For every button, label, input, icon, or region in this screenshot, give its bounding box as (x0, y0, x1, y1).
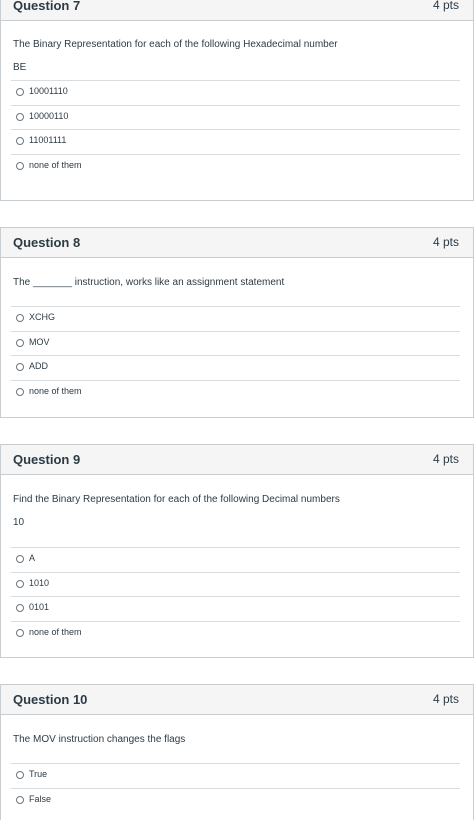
question-card-9 (0, 444, 474, 658)
answer-option[interactable] (11, 763, 460, 788)
radio-button-icon[interactable] (16, 771, 24, 779)
answer-options (11, 763, 460, 812)
question-header (1, 0, 473, 21)
question-prompt: The Binary Representation for each of the following Hexadecimal number (13, 39, 338, 50)
answer-label: XCHG (29, 312, 56, 322)
answer-options (11, 306, 460, 404)
answer-options (11, 80, 460, 178)
radio-button-icon[interactable] (16, 629, 24, 637)
answer-label: none of them (29, 626, 82, 637)
answer-label: 10000110 (29, 110, 69, 121)
answer-option[interactable] (11, 129, 460, 154)
answer-label: True (29, 769, 48, 779)
answer-option[interactable] (11, 547, 460, 572)
question-header (1, 685, 473, 715)
radio-button-icon[interactable] (16, 314, 24, 322)
answer-option[interactable] (11, 306, 460, 331)
answer-option[interactable] (11, 572, 460, 597)
answer-label: A (29, 553, 36, 563)
answer-label: False (29, 793, 52, 804)
question-prompt: The _______ instruction, works like an assignment statement (13, 277, 285, 288)
answer-label: MOV (29, 336, 50, 347)
question-points: 4 pts (432, 692, 459, 706)
question-header (1, 228, 473, 258)
radio-button-icon[interactable] (16, 162, 24, 170)
answer-label: 10001110 (29, 86, 68, 96)
answer-label: none of them (29, 159, 82, 170)
radio-button-icon[interactable] (16, 580, 24, 588)
answer-options (11, 547, 460, 645)
radio-button-icon[interactable] (16, 88, 24, 96)
question-prompt: Find the Binary Representation for each of the following Decimal numbers (13, 494, 340, 505)
radio-button-icon[interactable] (16, 604, 24, 612)
radio-button-icon[interactable] (16, 137, 24, 145)
question-points: 4 pts (432, 0, 459, 12)
answer-option[interactable] (11, 596, 460, 621)
answer-label: 0101 (29, 602, 50, 612)
question-points: 4 pts (432, 235, 459, 249)
answer-option[interactable] (11, 331, 460, 356)
question-title: Question 8 (13, 235, 81, 250)
question-title: Question 10 (13, 692, 88, 707)
radio-button-icon[interactable] (16, 796, 24, 804)
answer-option[interactable] (11, 621, 460, 646)
question-points: 4 pts (432, 452, 459, 466)
answer-option[interactable] (11, 380, 460, 405)
answer-label: none of them (29, 385, 82, 396)
question-card-10 (0, 684, 474, 820)
answer-label: ADD (29, 361, 49, 371)
question-value: 10 (13, 517, 25, 528)
question-header (1, 445, 473, 475)
radio-button-icon[interactable] (16, 113, 24, 121)
answer-option[interactable] (11, 105, 460, 130)
question-title: Question 7 (13, 0, 81, 13)
radio-button-icon[interactable] (16, 339, 24, 347)
answer-option[interactable] (11, 788, 460, 813)
question-card-7 (0, 0, 474, 201)
question-card-8 (0, 227, 474, 418)
answer-label: 11001111 (29, 135, 67, 145)
answer-option[interactable] (11, 355, 460, 380)
answer-option[interactable] (11, 154, 460, 179)
radio-button-icon[interactable] (16, 555, 24, 563)
question-value: BE (13, 62, 27, 73)
answer-option[interactable] (11, 80, 460, 105)
question-title: Question 9 (13, 452, 81, 467)
question-prompt: The MOV instruction changes the flags (13, 734, 186, 745)
radio-button-icon[interactable] (16, 363, 24, 371)
radio-button-icon[interactable] (16, 388, 24, 396)
answer-label: 1010 (29, 577, 50, 588)
